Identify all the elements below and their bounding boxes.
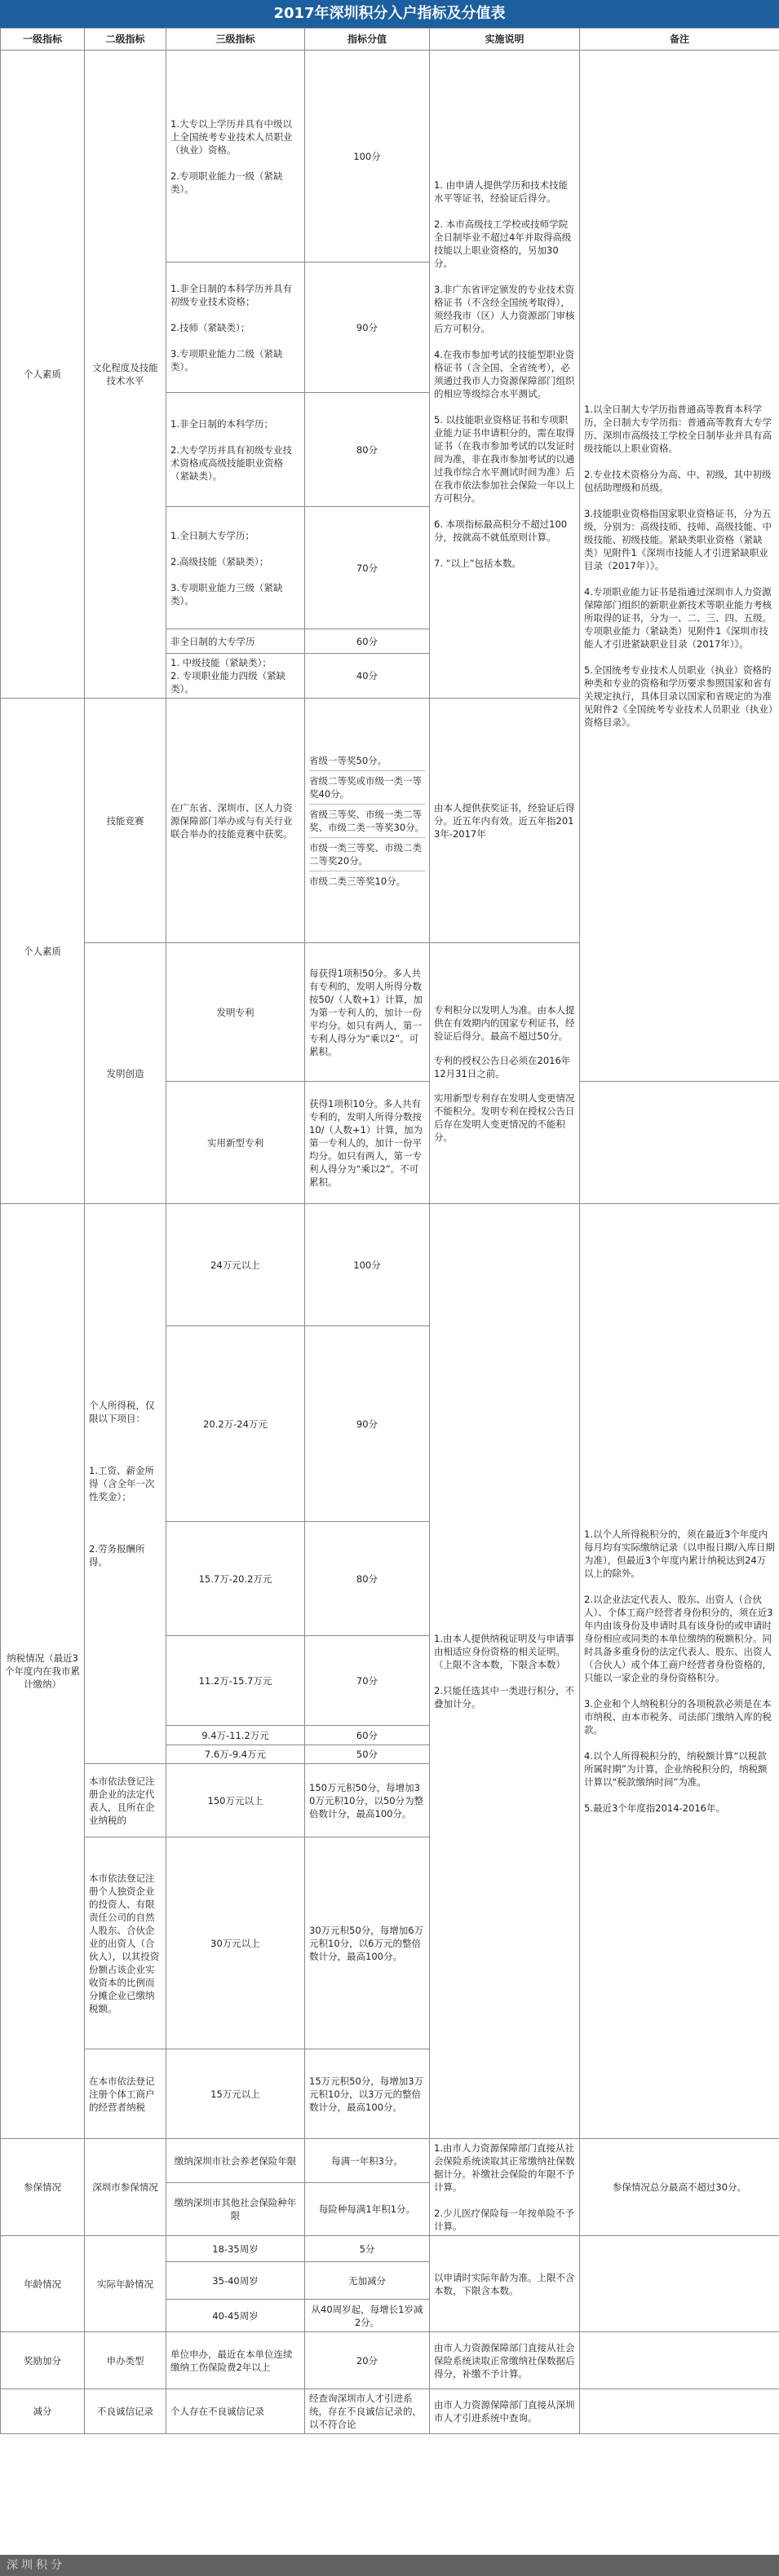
level2-cell: 申办类型 (85, 2332, 166, 2389)
level3-cell: 1. 中级技能（紧缺类）； 2. 专项职业能力四级（紧缺类）。 (166, 654, 305, 699)
level1-cell: 奖励加分 (1, 2332, 85, 2389)
remarks-cell: 1.以全日制大专学历指普通高等教育本科学历，全日制大专学历指：普通高等教育大专学历、深圳市高级技工学校全日制毕业并具有高级技能以上职业资格。 2.专业技术资格分为高、中、初级，其中初级包括助理级和员级。 3.技能职业资格指国家职业资格证书，分为五级，分别为：高级技师、技师、高级技能、中级技能、初级技能。紧缺类职业资格（紧缺类）见附件1《深圳市技能人才引进紧缺职业目录（2017年）》。 4.专项职业能力证书是指通过深圳市人力资源保障部门组织的新职业新技术等职业能力考核所取得的证书，分为一、二、三、四、五级。专项职业能力（紧缺类）见附件1《深圳市技能人才引进紧缺职业目录（2017年）》。 5.全国统考专业技术人员职业（执业）资格的种类和专业的资格和学历要求参照国家和省有关规定执行，具体目录以国家和省规定的为准见附件2《全国统考专业技术人员职业（执业）资格目录》。 (580, 51, 779, 1082)
score-cell: 40分 (305, 654, 430, 699)
header-notes: 实施说明 (430, 29, 580, 51)
table-row (1, 2139, 779, 2183)
score-line: 省级一等奖50分。 (309, 751, 425, 771)
score-cell: 100分 (305, 51, 430, 262)
table-row (1, 1204, 779, 1326)
level3-cell: 实用新型专利 (166, 1082, 305, 1204)
notes-cell: 由市人力资源保障部门直接从社会保险系统读取正常缴纳社保数据后得分，补缴不予计算。 (430, 2332, 580, 2389)
level1-cell: 年龄情况 (1, 2236, 85, 2332)
note-line: 实用新型专利存在发明人变更情况不能积分。发明专利在授权公告日后存在发明人变更情况的不能积分。 (434, 1092, 575, 1143)
score-line: 市级一类三等奖、市级二类二等奖20分。 (309, 838, 425, 871)
level3-cell: 35-40周岁 (166, 2262, 305, 2300)
level3-cell: 1.全日制大专学历； 2.高级技能（紧缺类）； 3.专项职业能力三级（紧缺类）。 (166, 507, 305, 629)
level3-cell: 发明专利 (166, 943, 305, 1082)
level3-cell: 单位申办，最近在本单位连续缴纳工伤保险费2年以上 (166, 2332, 305, 2389)
level2-cell: 技能竞赛 (85, 699, 166, 943)
page-title: 2017年深圳积分入户指标及分值表 (0, 0, 779, 28)
notes-cell (430, 943, 580, 1204)
remarks-cell: 1.以个人所得税积分的，须在最近3个年度内每月均有实际缴纳记录（以申报日期/入库日期为准），但最近3个年度内累计纳税达到24万以上的除外。 2.以企业法定代表人、股东、出资人（合伙人）、个体工商户经营者身份积分的，须在近3年内由该身份及申请时具有该身份的或申请时身份相应或同类的本单位缴纳的税额积分。同时具备多重身份的法定代表人、股东、出资人（合伙人）或个体工商户经营者身份资格的，只能以一家企业的身份资格积分。 3.企业和个人纳税积分的各项税款必须是在本市纳税、由本市税务、司法部门缴纳入库的税款。 4.以个人所得税积分的，纳税额计算“以税款所属时期”为计算，企业纳税积分的，纳税额计算以“税款缴纳时间”为准。 5.最近3个年度指2014-2016年。 (580, 1204, 779, 2139)
score-table (0, 28, 779, 2434)
notes-cell: 1.由市人力资源保障部门直接从社会保险系统读取其正常缴纳社保数据计分。补缴社会保险的年限不予计算。 2.少儿医疗保险每一年按单险不予计算。 (430, 2139, 580, 2236)
score-cell (305, 699, 430, 943)
level2-cell: 本市依法登记注册个人独资企业的投资人、有限责任公司的自然人股东、合伙企业的出资人（合伙人），以其投资份额占该企业实收资本的比例而分摊企业已缴纳税额。 (85, 1837, 166, 2049)
level3-cell: 18-35周岁 (166, 2236, 305, 2262)
notes-cell: 1. 由申请人提供学历和技术技能水平等证书，经验证后得分。 2. 本市高级技工学校或技师学院全日制毕业不超过4年并取得高级技能以上职业资格的，另加30分。 3.非广东省评定颁发的专业技术资格证书（不含经全国统考取得），须经我市（区）人力资源部门审核后方可积分。 4.在我市参加考试的技能型职业资格证书（含全国、全省统考），必须通过我市人力资源保障部门组织的相应等级综合水平测试。 5. 以技能职业资格证书和专项职业能力证书申请积分的，需在取得证书（在我市参加考试的以发证时间为准，非在我市参加考试的以通过我市综合水平测试时间为准）后在我市依法参加社会保险一年以上方可积分。 6. 本项指标最高积分不超过100分，按就高不就低原则计算。 7. “以上”包括本数。 (430, 51, 580, 699)
level3-cell: 缴纳深圳市其他社会保险种年限 (166, 2183, 305, 2236)
level3-cell: 7.6万-9.4万元 (166, 1745, 305, 1764)
score-cell: 15万元积50分，每增加3万元积10分，以3万元的整倍数计分，最高100分。 (305, 2049, 430, 2139)
level3-cell: 非全日制的大专学历 (166, 629, 305, 654)
score-cell: 50分 (305, 1745, 430, 1764)
score-cell: 无加减分 (305, 2262, 430, 2300)
score-cell: 150万元积50分，每增加30万元积10分，以50分为整倍数计分，最高100分。 (305, 1764, 430, 1837)
table-row (1, 2236, 779, 2262)
score-cell: 90分 (305, 1326, 430, 1522)
score-cell: 从40周岁起，每增长1岁减2分。 (305, 2300, 430, 2332)
header-score: 指标分值 (305, 29, 430, 51)
score-cell: 60分 (305, 629, 430, 654)
score-cell: 每获得1项积50分。多人共有专利的，发明人所得分数按50/（人数+1）计算，加为第一专利人的，加计一份平均分。如只有两人，第一专利人得分为“乘以2”。可累积。 (305, 943, 430, 1082)
level1-cell: 个人素质 (1, 699, 85, 1204)
level1-cell: 纳税情况（最近3个年度内在我市累计缴纳） (1, 1204, 85, 2139)
watermark: 深圳积分 (0, 2555, 779, 2576)
level1-cell: 参保情况 (1, 2139, 85, 2236)
table-row (1, 51, 779, 262)
score-cell: 30万元积50分，每增加6万元积10分，以6万元的整倍数计分，最高100分。 (305, 1837, 430, 2049)
notes-cell: 1.由本人提供纳税证明及与申请事由相适应身份资格的相关证明。（上限不含本数，下限含本数） 2.只能任选其中一类进行积分，不叠加计分。 (430, 1204, 580, 2139)
note-line: 专利积分以发明人为准。由本人提供在有效期内的国家专利证书，经验证后得分。最高不超过50分。 (434, 1003, 575, 1042)
score-cell: 5分 (305, 2236, 430, 2262)
score-line: 市级二类三等奖10分。 (309, 875, 406, 887)
score-cell: 70分 (305, 507, 430, 629)
note-line: 专利的授权公告日必须在2016年12月31日之前。 (434, 1054, 571, 1079)
score-cell: 80分 (305, 393, 430, 507)
level3-cell: 30万元以上 (166, 1837, 305, 2049)
score-cell: 90分 (305, 262, 430, 393)
remarks-cell (580, 2332, 779, 2389)
header-row (1, 29, 779, 51)
remarks-cell (580, 2389, 779, 2434)
header-remarks: 备注 (580, 29, 779, 51)
header-level2: 二级指标 (85, 29, 166, 51)
level2-cell: 发明创造 (85, 943, 166, 1204)
level3-cell: 1.非全日制的本科学历； 2.大专学历并具有初级专业技术资格或高级技能职业资格（紧缺类）。 (166, 393, 305, 507)
level3-cell: 1.非全日制的本科学历并具有初级专业技术资格； 2.技师（紧缺类）； 3.专项职业能力二级（紧缺类）。 (166, 262, 305, 393)
remarks-cell (580, 2236, 779, 2332)
level2-cell: 在本市依法登记注册个体工商户的经营者纳税 (85, 2049, 166, 2139)
level1-cell: 个人素质 (1, 51, 85, 699)
notes-cell: 由市人力资源保障部门直接从深圳市人才引进系统中查询。 (430, 2389, 580, 2434)
level1-cell: 减分 (1, 2389, 85, 2434)
level3-cell: 24万元以上 (166, 1204, 305, 1326)
score-cell: 100分 (305, 1204, 430, 1326)
header-level3: 三级指标 (166, 29, 305, 51)
level3-cell: 15.7万-20.2万元 (166, 1522, 305, 1636)
level2-cell: 实际年龄情况 (85, 2236, 166, 2332)
score-cell: 获得1项积10分。多人共有专利的，发明人所得分数按10/（人数+1）计算，加为第一专利人的，加计一份平均分。如只有两人，第一专利人得分为“乘以2”。不可累积。 (305, 1082, 430, 1204)
score-line: 省级二等奖或市级一类一等奖40分。 (309, 771, 425, 805)
level3-cell: 缴纳深圳市社会养老保险年限 (166, 2139, 305, 2183)
level2-cell: 深圳市参保情况 (85, 2139, 166, 2236)
level3-cell: 20.2万-24万元 (166, 1326, 305, 1522)
level2-cell: 不良诚信记录 (85, 2389, 166, 2434)
score-cell: 70分 (305, 1636, 430, 1726)
score-cell: 80分 (305, 1522, 430, 1636)
header-level1: 一级指标 (1, 29, 85, 51)
level3-cell: 9.4万-11.2万元 (166, 1726, 305, 1745)
score-cell: 每满一年积3分。 (305, 2139, 430, 2183)
level2-cell: 文化程度及技能技术水平 (85, 51, 166, 699)
level3-cell: 个人存在不良诚信记录 (166, 2389, 305, 2434)
score-cell: 20分 (305, 2332, 430, 2389)
level2-cell: 本市依法登记注册企业的法定代表人，且所在企业纳税的 (85, 1764, 166, 1837)
level3-cell: 40-45周岁 (166, 2300, 305, 2332)
level3-cell: 1.大专以上学历并具有中级以上全国统考专业技术人员职业（执业）资格。 2.专项职业能力一级（紧缺类）。 (166, 51, 305, 262)
score-cell: 60分 (305, 1726, 430, 1745)
level2-cell: 个人所得税，仅限以下项目： 1.工资、薪金所得（含全年一次性奖金）； 2.劳务报酬所得。 (85, 1204, 166, 1764)
level3-cell: 11.2万-15.7万元 (166, 1636, 305, 1726)
remarks-cell: 参保情况总分最高不超过30分。 (580, 2139, 779, 2236)
notes-cell: 由本人提供获奖证书，经验证后得分。近五年内有效。近五年指2013年-2017年 (430, 699, 580, 943)
score-cell: 经查询深圳市人才引进系统，存在不良诚信记录的，以不符合论 (305, 2389, 430, 2434)
level3-cell: 150万元以上 (166, 1764, 305, 1837)
level3-cell: 15万元以上 (166, 2049, 305, 2139)
level3-cell: 在广东省、深圳市、区人力资源保障部门举办或与有关行业联合举办的技能竞赛中获奖。 (166, 699, 305, 943)
score-cell: 每险种每满1年积1分。 (305, 2183, 430, 2236)
notes-cell: 以申请时实际年龄为准。上限不含本数，下限含本数。 (430, 2236, 580, 2332)
score-line: 省级三等奖、市级一类二等奖、市级二类一等奖30分。 (309, 805, 425, 838)
table-row (1, 2389, 779, 2434)
table-row (1, 2332, 779, 2389)
